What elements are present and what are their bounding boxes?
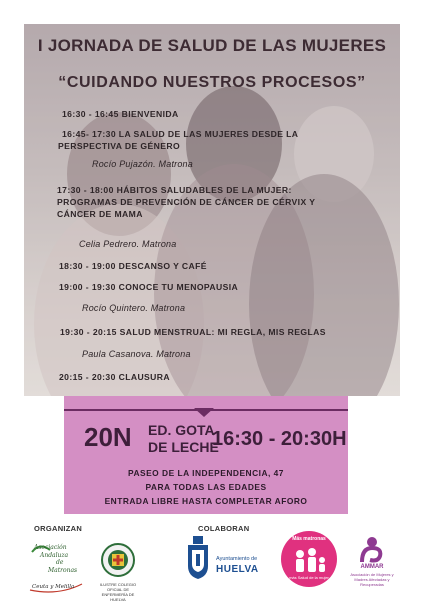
mas-matronas-text: más Salud de la mujer (289, 575, 329, 580)
ammar-logo-subtext: Asociación de Mujeres y Madres Afectadas y Recuperadas (350, 572, 394, 587)
colegio-logo-text: ILUSTRE COLEGIO OFICIAL DE ENFERMERÍA DE HUELVA (99, 582, 137, 602)
event-subtitle: “CUIDANDO NUESTROS PROCESOS” (58, 74, 366, 91)
program-speaker: Celia Pedrero. Matrona (79, 239, 177, 249)
hero-photo-panel (24, 24, 400, 396)
event-venue-line: ED. GOTA (148, 422, 215, 438)
program-item-text: 19:00 - 19:30 CONOCE TU MENOPAUSIA (59, 282, 239, 292)
event-venue (148, 422, 219, 456)
ammar-emblem-icon (350, 534, 394, 564)
program-item (59, 281, 389, 293)
event-audience: PARA TODAS LAS EDADES (145, 482, 267, 492)
colegio-enfermeria-logo (98, 542, 138, 602)
program-item-text: 20:15 - 20:30 CLAUSURA (59, 372, 171, 382)
band-notch (194, 408, 214, 417)
program-item (57, 184, 387, 220)
event-title: I JORNADA DE SALUD DE LAS MUJERES (37, 36, 387, 55)
event-entry-note: ENTRADA LIBRE HASTA COMPLETAR AFORO (104, 496, 308, 506)
program-item (58, 128, 392, 152)
program-item (59, 260, 389, 272)
colegio-crest-icon (98, 542, 138, 580)
asociacion-logo-text: Matronas (48, 566, 78, 574)
program-item-text: PERSPECTIVA DE GÉNERO (58, 141, 181, 151)
program-item-text: 17:30 - 18:00 HÁBITOS SALUDABLES DE LA MUJER: (57, 185, 292, 195)
program-item-text: 16:45- 17:30 LA SALUD DE LAS MUJERES DESDE LA (62, 129, 299, 139)
program-item-text: CÁNCER DE MAMA (57, 209, 143, 219)
asociacion-logo-text: Ceuta y Melilla (32, 584, 75, 590)
ammar-logo-name: AMMAR (360, 564, 384, 570)
ayuntamiento-logo-text: Ayuntamiento de (216, 556, 258, 562)
program-item (60, 326, 390, 338)
asociacion-logo-text: Andaluza (40, 551, 69, 559)
event-details-band (64, 396, 348, 514)
mas-matronas-logo (280, 530, 338, 588)
program-speaker: Rocío Pujazón. Matrona (92, 159, 193, 169)
program-speaker: Paula Casanova. Matrona (82, 349, 191, 359)
program-item-text: 19:30 - 20:15 SALUD MENSTRUAL: MI REGLA, MIS REGLAS (60, 327, 326, 337)
event-address: PASEO DE LA INDEPENDENCIA, 47 (128, 468, 284, 478)
program-item-text: 16:30 - 16:45 BIENVENIDA (62, 109, 179, 119)
asociacion-logo-text: de (56, 559, 64, 566)
event-venue-line: DE LECHE (148, 439, 219, 455)
huelva-shield-icon (186, 536, 210, 580)
ayuntamiento-logo-name: HUELVA (216, 564, 259, 575)
asociacion-logo-text: Asociación (34, 544, 67, 551)
program-item-text: PROGRAMAS DE PREVENCIÓN DE CÁNCER DE CÉRVIX Y (57, 197, 316, 207)
organizan-label: ORGANIZAN (34, 524, 83, 533)
ayuntamiento-huelva-logo (186, 536, 266, 582)
program-item (59, 371, 389, 383)
colaboran-label: COLABORAN (198, 524, 250, 533)
mas-matronas-text: Más matronas (292, 536, 326, 542)
program-item (62, 108, 392, 120)
event-time: 16:30 - 20:30H (212, 428, 347, 450)
program-speaker: Rocío Quintero. Matrona (82, 303, 186, 313)
ammar-logo (350, 534, 394, 592)
event-date: 20N (84, 422, 132, 452)
program-item-text: 18:30 - 19:00 DESCANSO Y CAFÉ (59, 261, 207, 271)
asociacion-matronas-logo (28, 540, 86, 596)
